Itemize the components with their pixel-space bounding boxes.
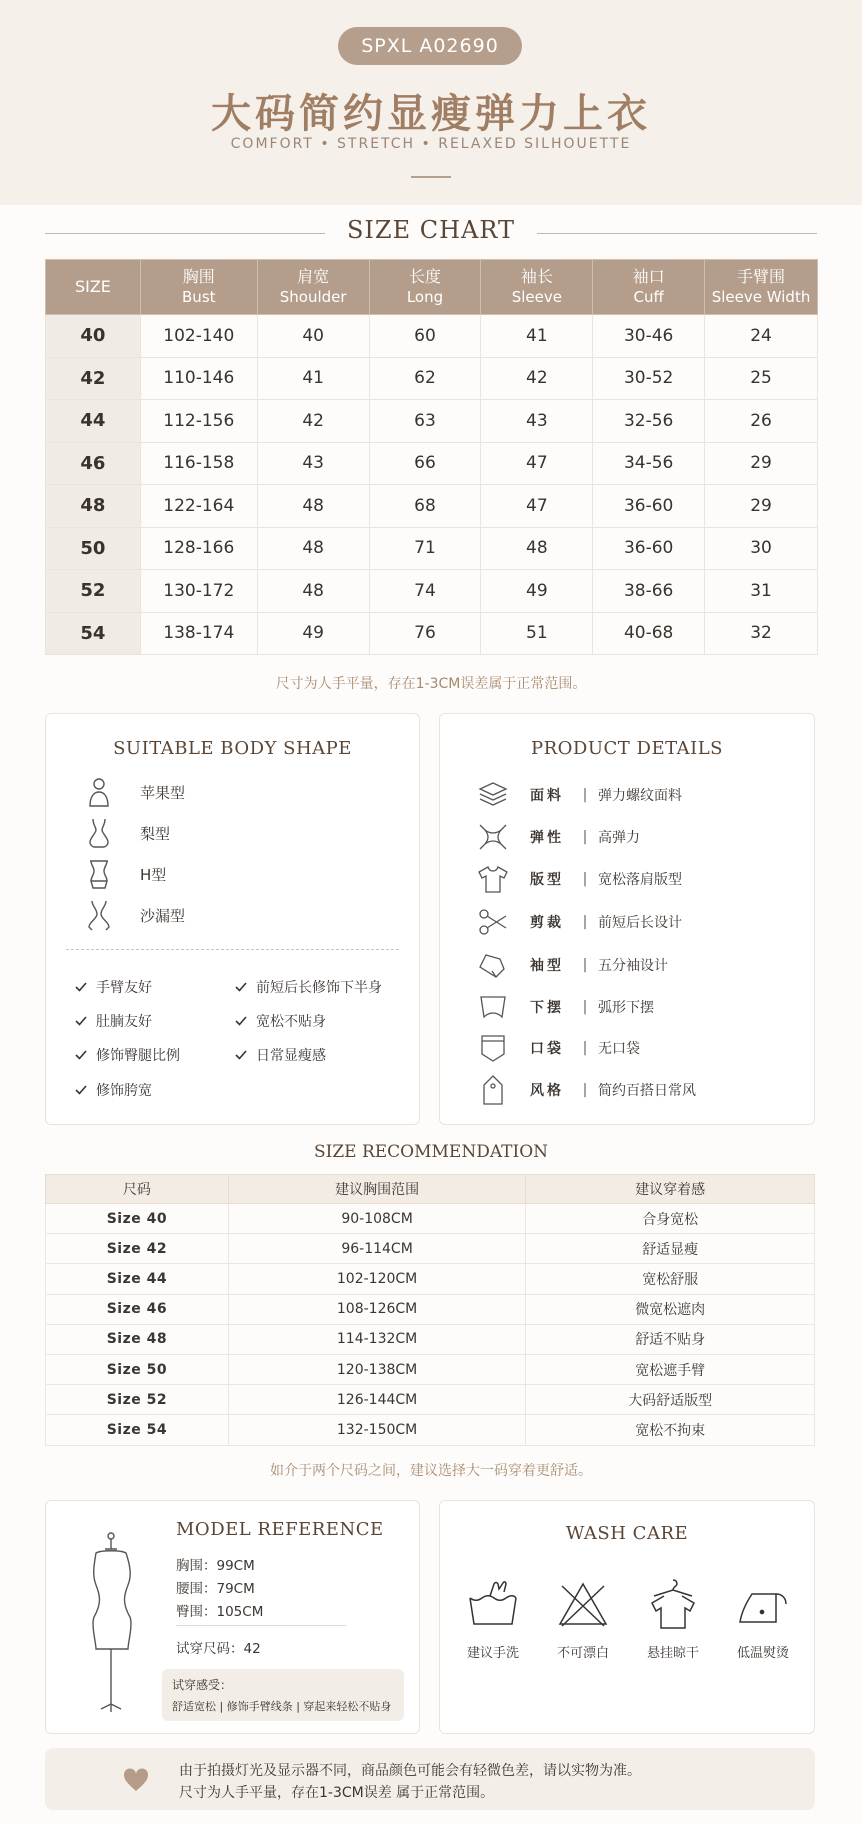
footer-line-1: 由于拍摄灯光及显示器不同，商品颜色可能会有轻微色差，请以实物为准。 [179,1763,641,1779]
body-shape-item [82,815,170,851]
table-cell: 63 [369,400,481,443]
rec-bust-cell: 132-150CM [228,1415,526,1445]
table-cell: 49 [257,612,369,655]
table-row [46,1324,815,1354]
col-header-sleeve: 袖长 Sleeve [481,260,593,315]
table-cell: 128-166 [140,527,257,570]
wash-label: 建议手洗 [466,1646,519,1661]
rec-feel-cell: 宽松遮手臂 [526,1354,815,1384]
size-cell: 48 [46,485,141,528]
low-iron-icon [734,1576,792,1634]
body-shape-card [45,713,420,1125]
size-chart-table [45,259,818,655]
size-recommendation-table [45,1174,815,1446]
rec-size-cell: Size 42 [46,1234,229,1264]
table-cell: 130-172 [140,570,257,613]
detail-value: 弹力螺纹面料 [598,788,682,804]
table-cell: 29 [705,442,818,485]
rec-size-cell: Size 46 [46,1294,229,1324]
rec-bust-cell: 120-138CM [228,1354,526,1384]
benefit-label: 修饰臀腿比例 [96,1048,180,1064]
table-row [46,315,818,358]
product-details-title: PRODUCT DETAILS [530,738,723,759]
check-icon [74,1048,88,1062]
rec-feel-cell: 舒适不贴身 [526,1324,815,1354]
table-cell: 110-146 [140,357,257,400]
detail-label: 袖型 [530,958,564,974]
wash-care-card [439,1500,815,1734]
body-shape-label: H型 [140,865,167,884]
benefit-label: 前短后长修饰下半身 [256,980,382,996]
table-row [46,357,818,400]
rec-feel-cell: 宽松不拘束 [526,1415,815,1445]
hand-wash-icon [464,1576,522,1634]
table-cell: 112-156 [140,400,257,443]
table-cell: 29 [705,485,818,528]
size-cell: 40 [46,315,141,358]
benefit-label: 宽松不贴身 [256,1014,326,1030]
detail-separator: | [582,871,588,887]
pear-body-icon [82,816,116,850]
table-cell: 32-56 [593,400,705,443]
table-row [46,1415,815,1445]
model-waist: 腰围：79CM [176,1581,255,1597]
model-feel-title: 试穿感受： [172,1678,233,1692]
detail-label: 面料 [530,788,564,804]
detail-separator: | [582,914,588,930]
detail-row [476,779,682,811]
title-divider [411,176,451,178]
body-shape-divider [66,949,399,950]
detail-label: 风格 [530,1083,564,1099]
detail-value: 无口袋 [598,1041,640,1057]
benefit-item [74,1011,152,1031]
rec-bust-cell: 114-132CM [228,1324,526,1354]
benefit-label: 肚腩友好 [96,1014,152,1030]
table-cell: 43 [481,400,593,443]
benefit-label: 日常显瘦感 [256,1048,326,1064]
size-cell: 50 [46,527,141,570]
detail-separator: | [582,999,588,1015]
hang-dry-icon [644,1576,702,1634]
no-bleach-icon [554,1576,612,1634]
rec-bust-cell: 108-126CM [228,1294,526,1324]
rec-bust-cell: 102-120CM [228,1264,526,1294]
col-header-bust: 胸围 Bust [140,260,257,315]
check-icon [74,1083,88,1097]
wash-item [543,1576,623,1661]
detail-label: 口袋 [530,1041,564,1057]
table-row [46,485,818,528]
tag-icon [476,1074,510,1106]
rec-bust-cell: 126-144CM [228,1385,526,1415]
check-icon [234,1048,248,1062]
table-row [46,1385,815,1415]
table-cell: 36-60 [593,485,705,528]
model-divider [176,1625,346,1626]
sleeve-icon [476,949,510,981]
check-icon [234,980,248,994]
detail-separator: | [582,1082,588,1098]
rec-feel-cell: 舒适显瘦 [526,1234,815,1264]
table-cell: 138-174 [140,612,257,655]
col-header-sleeve-width: 手臂围 Sleeve Width [705,260,818,315]
detail-label: 弹性 [530,830,564,846]
table-cell: 24 [705,315,818,358]
detail-value: 前短后长设计 [598,915,682,931]
rec-feel-cell: 大码舒适版型 [526,1385,815,1415]
table-cell: 40-68 [593,612,705,655]
detail-label: 剪裁 [530,915,564,931]
h-body-icon [82,857,116,891]
table-cell: 36-60 [593,527,705,570]
col-header-shoulder: 肩宽 Shoulder [257,260,369,315]
table-cell: 74 [369,570,481,613]
col-header-length: 长度 Long [369,260,481,315]
table-cell: 42 [481,357,593,400]
product-details-card [439,713,815,1125]
col-header-cuff: 袖口 Cuff [593,260,705,315]
model-size: 试穿尺码：42 [176,1641,261,1657]
table-cell: 34-56 [593,442,705,485]
check-icon [234,1014,248,1028]
detail-value: 简约百搭日常风 [598,1083,696,1099]
fabric-layers-icon [476,779,510,811]
dress-form-icon [76,1531,146,1716]
table-cell: 31 [705,570,818,613]
wash-label: 低温熨烫 [736,1646,789,1661]
detail-value: 弧形下摆 [598,1000,654,1016]
wash-item [633,1576,713,1661]
benefit-item [74,1080,152,1100]
detail-label: 下摆 [530,1000,564,1016]
stretch-arrows-icon [476,821,510,853]
table-cell: 48 [257,527,369,570]
table-cell: 40 [257,315,369,358]
benefit-item [74,977,152,997]
wash-label: 悬挂晾干 [646,1646,699,1661]
rec-feel-cell: 微宽松遮肉 [526,1294,815,1324]
table-cell: 71 [369,527,481,570]
heart-icon [123,1768,149,1792]
model-feel-text: 舒适宽松 | 修饰手臂线条 | 穿起来轻松不贴身 [172,1700,392,1713]
table-cell: 30-46 [593,315,705,358]
model-reference-card [45,1500,420,1734]
wash-label: 不可漂白 [556,1646,609,1661]
table-row [46,1264,815,1294]
detail-separator: | [582,1040,588,1056]
table-cell: 102-140 [140,315,257,358]
curved-hem-icon [476,991,510,1023]
model-hip: 臀围：105CM [176,1604,264,1620]
pocket-icon [476,1032,510,1064]
model-bust: 胸围：99CM [176,1558,255,1574]
table-cell: 47 [481,442,593,485]
table-row [46,612,818,655]
table-cell: 68 [369,485,481,528]
wash-item [723,1576,803,1661]
rec-col-header-size: 尺码 [46,1175,229,1204]
product-title: 大码简约显瘦弹力上衣 [211,90,651,137]
check-icon [74,980,88,994]
col-header-size: SIZE [46,260,141,315]
table-row [46,1204,815,1234]
product-subtitle: COMFORT • STRETCH • RELAXED SILHOUETTE [230,136,632,152]
body-shape-label: 沙漏型 [140,906,186,925]
detail-row [476,906,682,938]
table-cell: 43 [257,442,369,485]
scissors-icon [476,906,510,938]
table-cell: 48 [257,485,369,528]
table-row [46,442,818,485]
size-recommendation-title: SIZE RECOMMENDATION [313,1142,549,1162]
benefit-item [234,977,382,997]
size-chart-note: 尺寸为人手平量，存在1-3CM误差属于正常范围。 [275,676,587,692]
table-cell: 48 [257,570,369,613]
benefit-item [234,1011,326,1031]
hero-header [0,0,862,205]
size-chart-title: SIZE CHART [346,216,516,244]
detail-separator: | [582,829,588,845]
rec-size-cell: Size 48 [46,1324,229,1354]
footer-line-2: 尺寸为人手平量，存在1-3CM误差 属于正常范围。 [179,1785,495,1801]
body-shape-item [82,856,166,892]
rec-size-cell: Size 40 [46,1204,229,1234]
product-code-badge: SPXL A02690 [338,27,522,65]
rec-size-cell: Size 52 [46,1385,229,1415]
table-cell: 76 [369,612,481,655]
benefit-label: 手臂友好 [96,980,152,996]
rec-feel-cell: 合身宽松 [526,1204,815,1234]
detail-row [476,821,640,853]
body-shape-title: SUITABLE BODY SHAPE [113,738,352,759]
table-cell: 25 [705,357,818,400]
rec-col-header-feel: 建议穿着感 [526,1175,815,1204]
size-cell: 44 [46,400,141,443]
detail-value: 五分袖设计 [598,958,668,974]
benefit-item [74,1045,180,1065]
table-cell: 62 [369,357,481,400]
table-row [46,1234,815,1264]
rec-size-cell: Size 44 [46,1264,229,1294]
size-cell: 46 [46,442,141,485]
tshirt-icon [476,863,510,895]
table-cell: 41 [481,315,593,358]
table-cell: 51 [481,612,593,655]
size-cell: 52 [46,570,141,613]
table-cell: 116-158 [140,442,257,485]
benefit-label: 修饰胯宽 [96,1083,152,1099]
body-shape-label: 梨型 [140,824,171,843]
detail-row [476,1032,640,1064]
footer-notice [45,1748,815,1810]
benefit-item [234,1045,326,1065]
table-row [46,570,818,613]
rec-col-header-bust: 建议胸围范围 [228,1175,526,1204]
table-cell: 60 [369,315,481,358]
detail-row [476,1074,696,1106]
model-reference-title: MODEL REFERENCE [176,1519,384,1540]
rec-header-row [46,1175,815,1204]
table-cell: 26 [705,400,818,443]
table-row [46,527,818,570]
table-cell: 122-164 [140,485,257,528]
table-cell: 38-66 [593,570,705,613]
detail-row [476,991,654,1023]
detail-separator: | [582,957,588,973]
table-cell: 66 [369,442,481,485]
table-row [46,400,818,443]
size-cell: 42 [46,357,141,400]
table-row [46,1294,815,1324]
size-chart-header-row [46,260,818,315]
detail-value: 高弹力 [598,830,640,846]
rec-bust-cell: 90-108CM [228,1204,526,1234]
body-shape-item [82,897,185,933]
detail-row [476,949,668,981]
table-cell: 32 [705,612,818,655]
wash-care-title: WASH CARE [565,1523,689,1544]
table-row [46,1354,815,1384]
table-cell: 30-52 [593,357,705,400]
model-feel-box [162,1669,404,1721]
table-cell: 41 [257,357,369,400]
hourglass-body-icon [82,898,116,932]
size-recommendation-note: 如介于两个尺码之间，建议选择大一码穿着更舒适。 [270,1463,592,1479]
rec-size-cell: Size 54 [46,1415,229,1445]
table-cell: 49 [481,570,593,613]
apple-body-icon [82,775,116,809]
rec-feel-cell: 宽松舒服 [526,1264,815,1294]
check-icon [74,1014,88,1028]
table-cell: 48 [481,527,593,570]
body-shape-item [82,774,185,810]
detail-row [476,863,682,895]
size-cell: 54 [46,612,141,655]
detail-value: 宽松落肩版型 [598,872,682,888]
wash-item [453,1576,533,1661]
table-cell: 30 [705,527,818,570]
table-cell: 42 [257,400,369,443]
rec-bust-cell: 96-114CM [228,1234,526,1264]
body-shape-label: 苹果型 [140,783,186,802]
rec-size-cell: Size 50 [46,1354,229,1384]
table-cell: 47 [481,485,593,528]
detail-separator: | [582,787,588,803]
detail-label: 版型 [530,872,564,888]
